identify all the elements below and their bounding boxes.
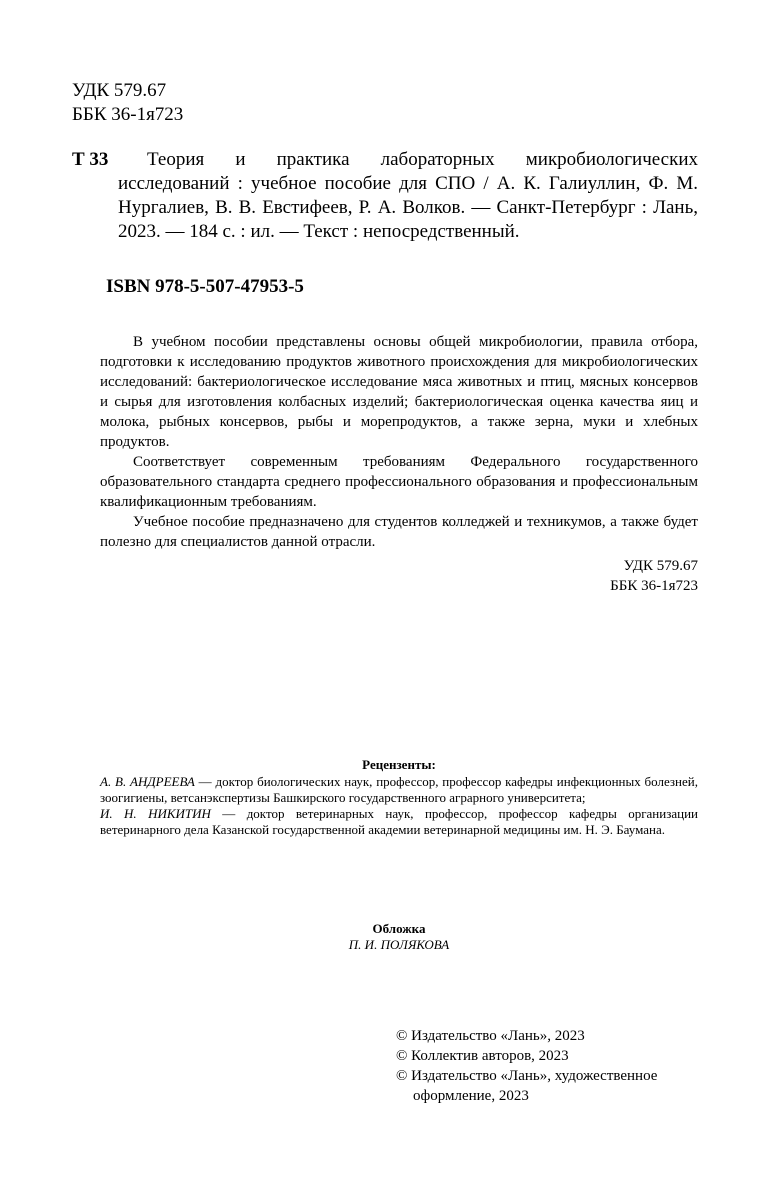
copyright-line: © Издательство «Лань», художественное оформление, 2023 (396, 1068, 658, 1104)
bbk-code: ББК 36-1я723 (72, 104, 184, 125)
annotation-paragraph: В учебном пособии представлены основы общей микробиологии, правила отбора, подготовки к исследованию продуктов животного происхождения для микробиологических исследований: бактериологическое исследование мяса животных и птиц, мясных консервов и сырья для изготовления колбасных изделий; бактериологическая оценка качества яиц и молока, рыбных консервов, рыбы и морепродуктов, а также зерна, муки и хлебных продуктов. (100, 334, 698, 450)
reviewers-block (100, 757, 698, 838)
reviewer-entry (100, 806, 698, 838)
classification-block-top (72, 79, 183, 127)
annotation (100, 332, 698, 596)
reviewers-title: Рецензенты: (362, 757, 436, 772)
catalog-record (72, 148, 698, 244)
cover-title: Обложка (372, 921, 426, 936)
bibliographic-description: Теория и практика лабораторных микробиологических исследований : учебное пособие для СПО / А. К. Галиуллин, Ф. М. Нургалиев, В. В. Евстифеев, Р. А. Волков. — Санкт-Петербург : Лань, 2023. — 184 с. : ил. — Текст : непосредственный. (118, 149, 698, 242)
copyright-line: © Коллектив авторов, 2023 (396, 1048, 569, 1064)
copyright-line: © Издательство «Лань», 2023 (396, 1028, 585, 1044)
cover-artist: П. И. ПОЛЯКОВА (348, 937, 450, 952)
isbn: ISBN 978-5-507-47953-5 (106, 276, 304, 297)
reviewer-name: А. В. АНДРЕЕВА (100, 774, 195, 789)
annotation-paragraph: Учебное пособие предназначено для студентов колледжей и техникумов, а также будет полезно для специалистов данной отрасли. (100, 514, 698, 550)
reviewer-entry (100, 774, 698, 806)
reviewer-name: И. Н. НИКИТИН (100, 806, 211, 821)
cover-credit (100, 921, 698, 953)
classification-block-bottom (100, 556, 698, 596)
udk-code: УДК 579.67 (72, 80, 167, 101)
copyright-block (396, 1026, 696, 1106)
author-mark: Т 33 (72, 149, 109, 170)
reviewer-credentials: — доктор ветеринарных наук, профессор, профессор кафедры организации ветеринарного дела Казанской государственной академии ветеринарной медицины им. Н. Э. Баумана. (100, 806, 698, 837)
udk-code: УДК 579.67 (623, 558, 698, 574)
reviewer-credentials: — доктор биологических наук, профессор, профессор кафедры инфекционных болезней, зоогигиены, ветсанэкспертизы Башкирского государственного аграрного университета; (100, 774, 698, 805)
bbk-code: ББК 36-1я723 (610, 578, 698, 594)
annotation-paragraph: Соответствует современным требованиям Федерального государственного образовательного стандарта среднего профессионального образования и профессиональным квалификационным требованиям. (100, 454, 698, 510)
